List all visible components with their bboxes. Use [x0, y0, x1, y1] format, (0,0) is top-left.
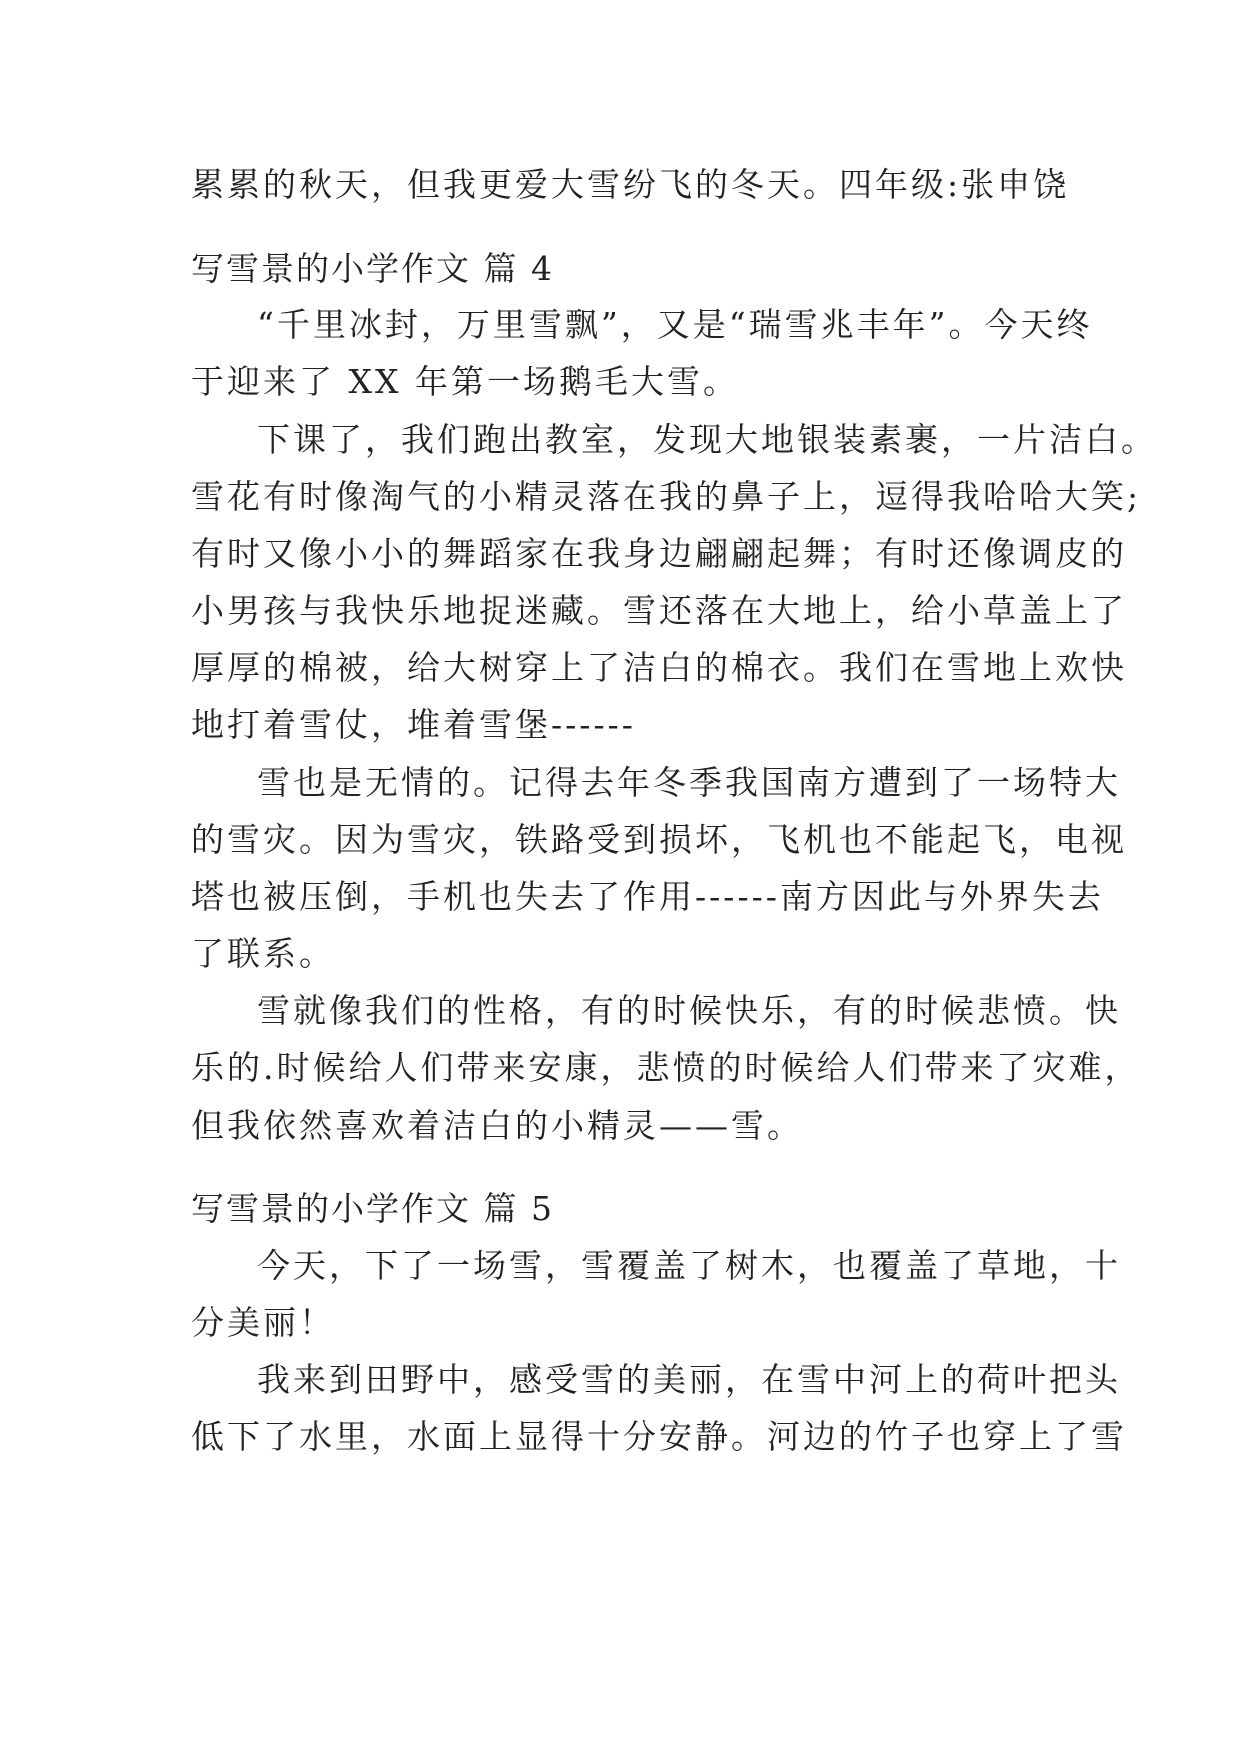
text-line: 于迎来了 XX 年第一场鹅毛大雪。: [191, 362, 739, 401]
paragraph-first-line: 下课了，我们跑出教室，发现大地银装素裹，一片洁白。: [257, 420, 1157, 459]
section-heading: 写雪景的小学作文 篇 4: [191, 249, 554, 288]
text-line: 地打着雪仗，堆着雪堡------: [191, 705, 636, 744]
paragraph-first-line: 雪也是无情的。记得去年冬季我国南方遭到了一场特大: [257, 763, 1121, 802]
paragraph-first-line: 今天，下了一场雪，雪覆盖了树木，也覆盖了草地，十: [257, 1246, 1121, 1285]
text-line: 有时又像小小的舞蹈家在我身边翩翩起舞；有时还像调皮的: [191, 534, 1127, 573]
text-line: 了联系。: [191, 934, 335, 973]
text-line: 小男孩与我快乐地捉迷藏。雪还落在大地上，给小草盖上了: [191, 591, 1127, 630]
text-line: 的雪灾。因为雪灾，铁路受到损坏，飞机也不能起飞，电视: [191, 820, 1127, 859]
text-line: 塔也被压倒，手机也失去了作用------南方因此与外界失去: [191, 877, 1104, 916]
paragraph-first-line: “千里冰封，万里雪飘”，又是“瑞雪兆丰年”。今天终: [257, 305, 1093, 344]
text-line: 雪花有时像淘气的小精灵落在我的鼻子上，逗得我哈哈大笑;: [191, 477, 1142, 516]
text-line: 低下了水里，水面上显得十分安静。河边的竹子也穿上了雪: [191, 1417, 1127, 1456]
paragraph-first-line: 我来到田野中，感受雪的美丽，在雪中河上的荷叶把头: [257, 1360, 1121, 1399]
text-line: 乐的.时候给人们带来安康，悲愤的时候给人们带来了灾难，: [191, 1048, 1141, 1087]
text-line: 厚厚的棉被，给大树穿上了洁白的棉衣。我们在雪地上欢快: [191, 648, 1127, 687]
text-line: 分美丽！: [191, 1303, 335, 1342]
text-line: 累累的秋天，但我更爱大雪纷飞的冬天。四年级:张申饶: [191, 165, 1070, 204]
section-heading: 写雪景的小学作文 篇 5: [191, 1189, 554, 1228]
text-line: 但我依然喜欢着洁白的小精灵——雪。: [191, 1106, 803, 1145]
paragraph-first-line: 雪就像我们的性格，有的时候快乐，有的时候悲愤。快: [257, 991, 1121, 1030]
